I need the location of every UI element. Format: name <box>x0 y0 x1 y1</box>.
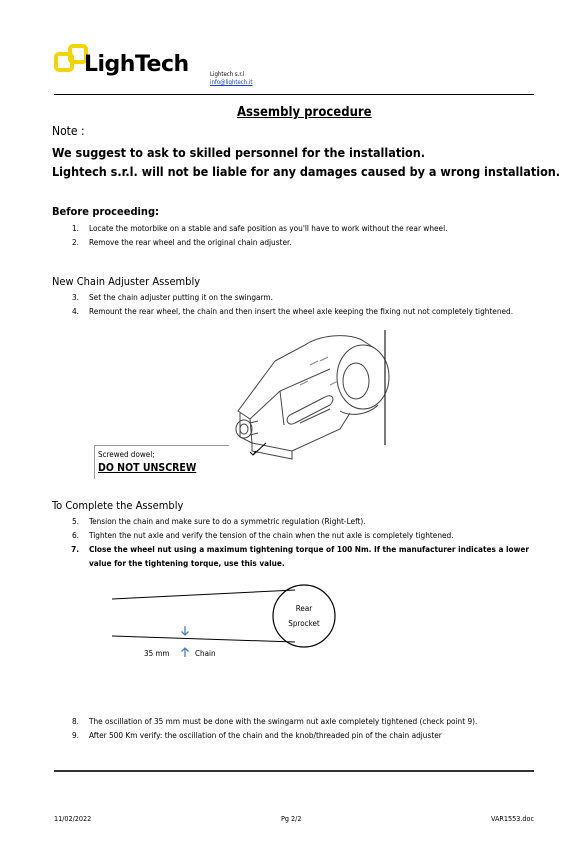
list-item <box>71 716 478 726</box>
section-heading-complete: To Complete the Assembly <box>52 499 184 512</box>
callout-box <box>94 445 229 479</box>
section-heading-before: Before proceeding: <box>52 205 160 218</box>
sprocket-label <box>284 601 324 631</box>
list-text: Close the wheel nut using a maximum tightening torque of 100 Nm. If the manufacturer indicates a lower <box>89 544 530 554</box>
list-text: Tension the chain and make sure to do a symmetric regulation (Right-Left). <box>89 516 366 526</box>
list-item <box>89 558 285 568</box>
list-text: Set the chain adjuster putting it on the swingarm. <box>89 292 273 302</box>
list-number: 4. <box>71 306 79 316</box>
company-info <box>210 71 253 87</box>
measure-label: 35 mm <box>144 649 170 658</box>
arrow-up-icon <box>180 646 190 658</box>
callout-line-1: Screwed dowel; <box>98 450 155 459</box>
company-name: Lightech s.r.l <box>210 71 245 78</box>
list-number: 9. <box>71 730 79 740</box>
list-number: 6. <box>71 530 79 540</box>
header-divider <box>54 94 534 95</box>
list-item <box>71 237 292 247</box>
list-text: Tighten the nut axle and verify the tension of the chain when the nut axle is completely tightened. <box>89 530 454 540</box>
arrow-down-icon <box>180 625 190 637</box>
footer-divider <box>54 770 534 772</box>
list-item <box>71 516 366 526</box>
note-label: Note : <box>52 124 85 138</box>
list-text: value for the tightening torque, use this value. <box>89 558 285 568</box>
list-item <box>71 292 273 302</box>
header <box>54 38 534 93</box>
list-item <box>71 223 448 233</box>
list-item <box>71 730 442 740</box>
warning-line: We suggest to ask to skilled personnel for the installation. <box>52 145 426 160</box>
logo-text: LighTech <box>84 52 189 77</box>
warning-line: Lightech s.r.l. will not be liable for any damages caused by a wrong installation. <box>52 164 561 179</box>
list-number: 1. <box>71 223 79 233</box>
list-item <box>71 544 530 554</box>
list-number: 2. <box>71 237 79 247</box>
chain-label: Chain <box>195 649 216 658</box>
list-item <box>71 530 454 540</box>
company-email-link[interactable]: info@lightech.it <box>210 79 253 86</box>
callout-line-2: DO NOT UNSCREW <box>98 462 197 474</box>
sprocket-label-line: Sprocket <box>288 619 320 628</box>
sprocket-label-line: Rear <box>295 604 313 613</box>
list-text: After 500 Km verify: the oscillation of the chain and the knob/threaded pin of the chain adjuster <box>89 730 442 740</box>
warning-text <box>52 143 560 181</box>
list-text: The oscillation of 35 mm must be done with the swingarm nut axle completely tightened (check point 9). <box>89 716 478 726</box>
list-number: 8. <box>71 716 79 726</box>
list-text: Locate the motorbike on a stable and safe position as you'll have to work without the rear wheel. <box>89 223 448 233</box>
footer-page-number: Pg 2/2 <box>281 814 302 823</box>
list-number: 7. <box>71 544 79 554</box>
list-item <box>71 306 514 316</box>
list-number: 5. <box>71 516 79 526</box>
page-title: Assembly procedure <box>237 105 372 120</box>
list-number: 3. <box>71 292 79 302</box>
footer-filename: VAR1553.doc <box>491 814 534 823</box>
section-heading-new-adjuster: New Chain Adjuster Assembly <box>52 275 201 288</box>
list-text: Remount the rear wheel, the chain and then insert the wheel axle keeping the fixing nut not completely tightened. <box>89 306 514 316</box>
footer-date: 11/02/2022 <box>54 814 92 823</box>
list-text: Remove the rear wheel and the original chain adjuster. <box>89 237 292 247</box>
